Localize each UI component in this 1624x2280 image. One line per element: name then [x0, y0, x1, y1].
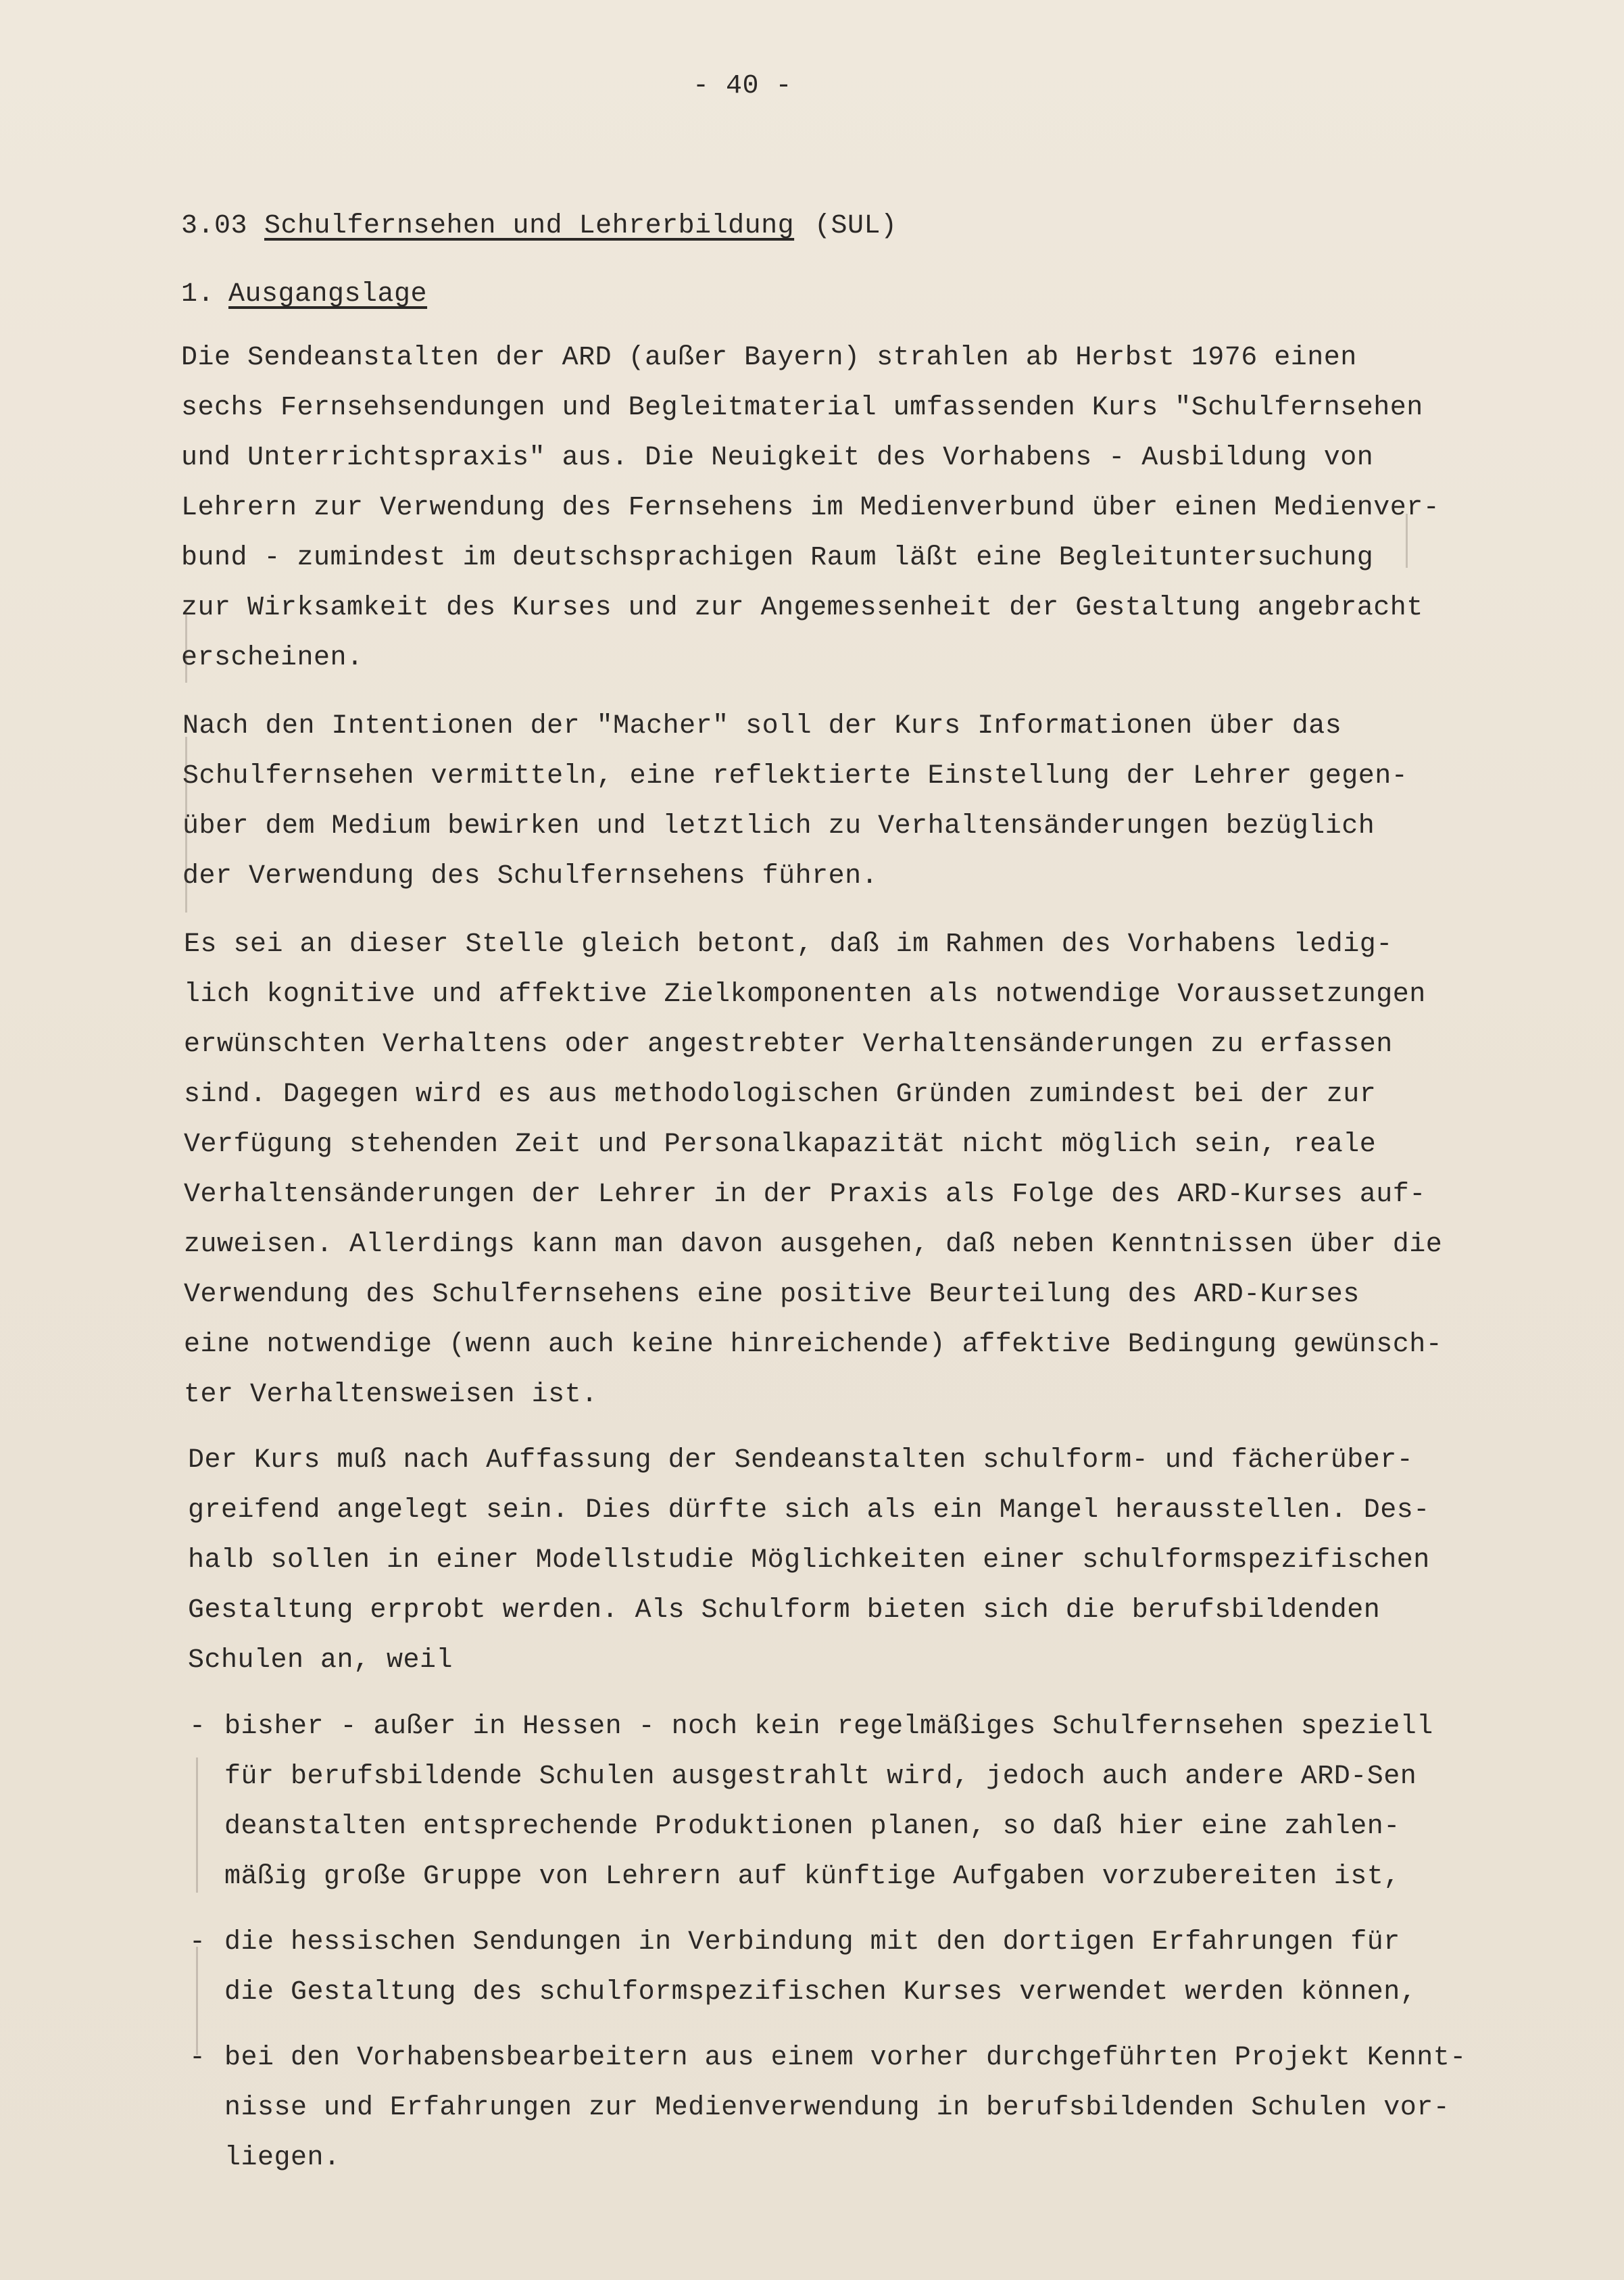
bullet-dash: - [189, 1927, 206, 1958]
paragraph-line: Die Sendeanstalten der ARD (außer Bayern) strahlen ab Herbst 1976 einen [181, 343, 1357, 373]
paragraph-line: über dem Medium bewirken und letztlich zu Verhaltensänderungen bezüglich [182, 811, 1375, 842]
subsection-title: Ausgangslage [228, 279, 428, 310]
paragraph-line: erwünschten Verhaltens oder angestrebter Verhaltensänderungen zu erfassen [184, 1029, 1393, 1060]
bullet-line: die Gestaltung des schulformspezifischen Kurses verwendet werden können, [224, 1977, 1417, 2008]
paragraph-line: Verfügung stehenden Zeit und Personalkapazität nicht möglich sein, reale [184, 1130, 1377, 1160]
bullet-dash: - [189, 1712, 206, 1742]
paragraph-line: Nach den Intentionen der "Macher" soll der Kurs Informationen über das [182, 711, 1342, 742]
subsection-number: 1. [181, 279, 215, 310]
paragraph-line: bund - zumindest im deutschsprachigen Raum läßt eine Begleituntersuchung [181, 543, 1374, 573]
section-title: Schulfernsehen und Lehrerbildung [264, 211, 795, 241]
paragraph-line: sind. Dagegen wird es aus methodologischen Gründen zumindest bei der zur [184, 1080, 1377, 1110]
paragraph-line: der Verwendung des Schulfernsehens führen. [182, 861, 879, 892]
paragraph-line: halb sollen in einer Modellstudie Möglichkeiten einer schulformspezifischen [188, 1545, 1430, 1576]
paragraph-line: Verhaltensänderungen der Lehrer in der Praxis als Folge des ARD-Kurses auf- [184, 1180, 1426, 1210]
section-abbreviation: (SUL) [814, 211, 897, 241]
bullet-line: bei den Vorhabensbearbeitern aus einem vorher durchgeführten Projekt Kennt- [224, 2043, 1467, 2073]
bullet-line: die hessischen Sendungen in Verbindung mit den dortigen Erfahrungen für [224, 1927, 1400, 1958]
bullet-line: bisher - außer in Hessen - noch kein regelmäßiges Schulfernsehen speziell [224, 1712, 1433, 1742]
paragraph-line: Der Kurs muß nach Auffassung der Sendeanstalten schulform- und fächerüber- [188, 1445, 1414, 1476]
bullet-line: liegen. [224, 2143, 341, 2173]
paragraph-line: Schulfernsehen vermitteln, eine reflektierte Einstellung der Lehrer gegen- [182, 761, 1408, 792]
paragraph-line: und Unterrichtspraxis" aus. Die Neuigkeit des Vorhabens - Ausbildung von [181, 443, 1374, 473]
bullet-line: deanstalten entsprechende Produktionen planen, so daß hier eine zahlen- [224, 1812, 1400, 1842]
paragraph-line: greifend angelegt sein. Dies dürfte sich als ein Mangel herausstellen. Des- [188, 1495, 1430, 1526]
paragraph-line: sechs Fernsehsendungen und Begleitmaterial umfassenden Kurs "Schulfernsehen [181, 393, 1423, 423]
paragraph-line: lich kognitive und affektive Zielkomponenten als notwendige Voraussetzungen [184, 979, 1426, 1010]
scan-mark [196, 1757, 198, 1893]
scan-mark [185, 737, 187, 913]
paragraph-line: Lehrern zur Verwendung des Fernsehens im Medienverbund über einen Medienver- [181, 493, 1440, 523]
paragraph-line: zur Wirksamkeit des Kurses und zur Angemessenheit der Gestaltung angebracht [181, 593, 1423, 623]
paragraph-line: eine notwendige (wenn auch keine hinreichende) affektive Bedingung gewünsch- [184, 1330, 1443, 1360]
section-number: 3.03 [181, 211, 248, 241]
paragraph-line: Es sei an dieser Stelle gleich betont, daß im Rahmen des Vorhabens ledig- [184, 929, 1393, 960]
paragraph-line: Gestaltung erprobt werden. Als Schulform bieten sich die berufsbildenden [188, 1595, 1381, 1626]
bullet-line: nisse und Erfahrungen zur Medienverwendung in berufsbildenden Schulen vor- [224, 2093, 1450, 2123]
bullet-line: mäßig große Gruppe von Lehrern auf künftige Aufgaben vorzubereiten ist, [224, 1862, 1400, 1892]
paragraph-line: ter Verhaltensweisen ist. [184, 1380, 598, 1410]
page-number: - 40 - [693, 71, 793, 101]
bullet-line: für berufsbildende Schulen ausgestrahlt wird, jedoch auch andere ARD-Sen [224, 1762, 1417, 1792]
paragraph-line: Schulen an, weil [188, 1645, 453, 1676]
scan-mark [185, 608, 187, 683]
paragraph-line: Verwendung des Schulfernsehens eine positive Beurteilung des ARD-Kurses [184, 1280, 1360, 1310]
scan-mark [1406, 514, 1408, 568]
bullet-dash: - [189, 2043, 206, 2073]
paragraph-line: zuweisen. Allerdings kann man davon ausgehen, daß neben Kenntnissen über die [184, 1230, 1443, 1260]
paragraph-line: erscheinen. [181, 643, 364, 673]
scan-mark [196, 1947, 198, 2055]
